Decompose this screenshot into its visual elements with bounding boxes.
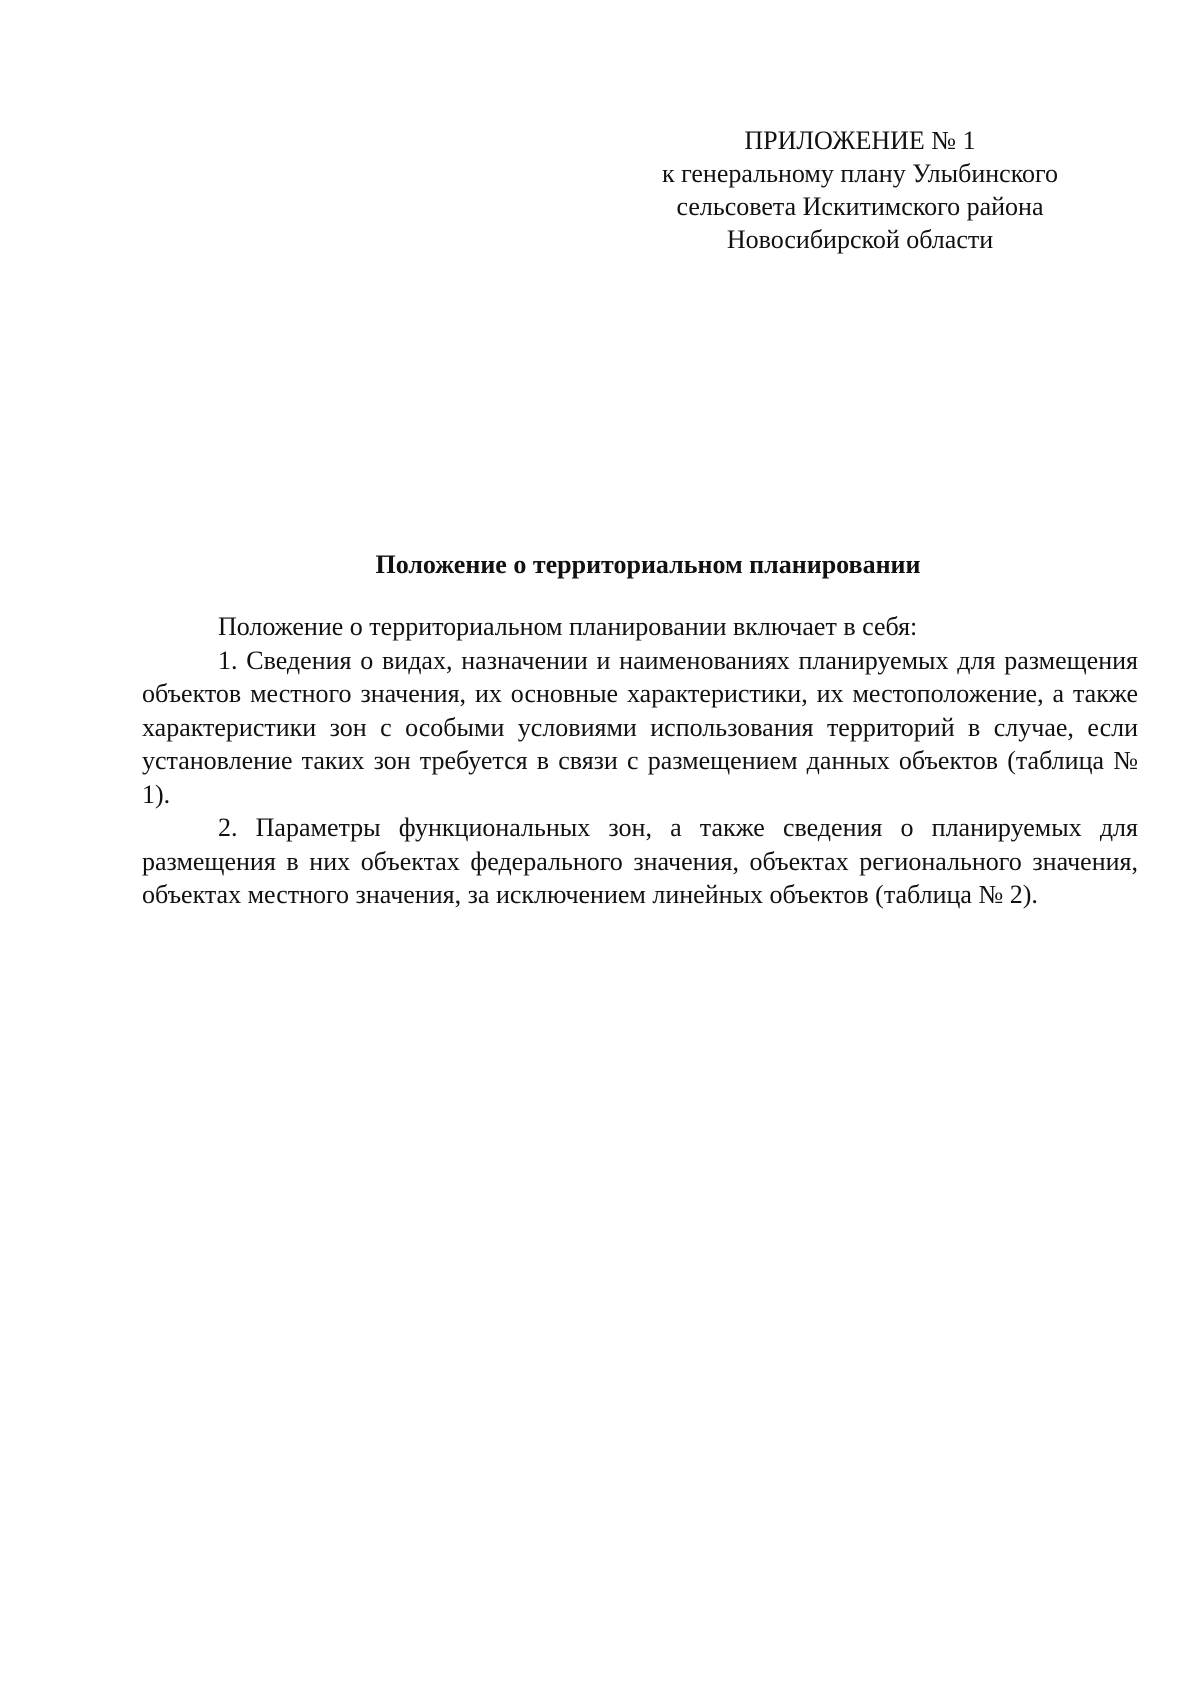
appendix-line-3: сельсовета Искитимского района bbox=[676, 192, 1044, 221]
appendix-line-4: Новосибирской области bbox=[726, 225, 994, 254]
list-item-1: 1. Сведения о видах, назначении и наименованиях планируемых для размещения объектов местного значения, их основные характеристики, их местоположение, а также характеристики зон с особыми условиями использования территорий в случае, если установление таких зон требуется в связи с размещением данных объектов (таблица № 1). bbox=[142, 645, 1138, 809]
list-item-2: 2. Параметры функциональных зон, а также сведения о планируемых для размещения в них объектах федерального значения, объектах регионального значения, объектах местного значения, за исключением линейных объектов (таблица № 2). bbox=[142, 813, 1138, 909]
appendix-line-2: к генеральному плану Улыбинского bbox=[661, 159, 1059, 188]
appendix-title: ПРИЛОЖЕНИЕ № 1 bbox=[744, 126, 976, 155]
intro-paragraph: Положение о территориальном планировании включает в себя: bbox=[218, 612, 918, 641]
section-title: Положение о территориальном планировании bbox=[375, 550, 921, 579]
appendix-header bbox=[620, 124, 1100, 256]
body-text bbox=[142, 610, 1138, 912]
